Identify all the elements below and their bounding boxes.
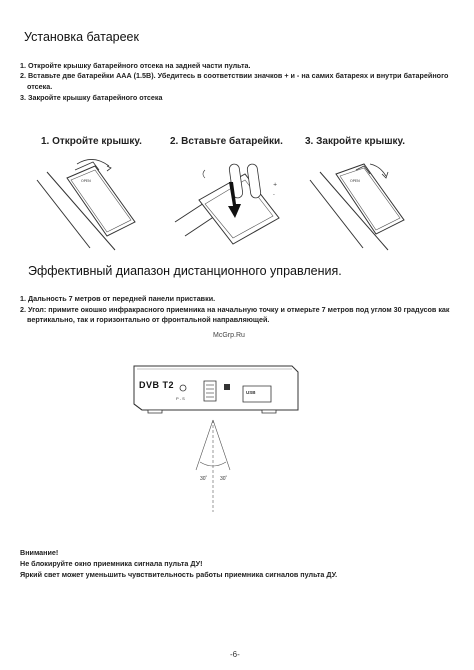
svg-text:+: + xyxy=(273,182,278,188)
instruction-line-3: 3. Закройте крышку батарейного отсека xyxy=(20,93,163,102)
instruction-line-2: 2. Вставьте две батарейки ААА (1.5В). Убедитесь в соответствии значков + и - на самих батареях и внутри батарейного xyxy=(20,71,449,80)
notice-line-2: Яркий свет может уменьшить чувствительность работы приемника сигналов пульта ДУ. xyxy=(20,570,338,579)
page-number: -6- xyxy=(230,650,240,659)
section-title-batteries: Установка батареек xyxy=(24,30,139,44)
step-2-label: 2. Вставьте батарейки. xyxy=(170,136,283,147)
range-line-1: 1. Дальность 7 метров от передней панели приставки. xyxy=(20,294,216,303)
range-line-2: 2. Угол: примите окошко инфракрасного приемника на начальную точку и отмерьте 7 метров под углом 30 градусов как xyxy=(20,305,450,314)
step-1-label: 1. Откройте крышку. xyxy=(41,136,142,147)
dvb-t2-logo: DVB T2 xyxy=(139,380,175,390)
step-3-label: 3. Закройте крышку. xyxy=(305,136,406,147)
svg-text:OPEN: OPEN xyxy=(81,179,91,183)
ps-label: P - S xyxy=(176,396,185,401)
range-line-2-cont: вертикально, так и горизонтально от фронтальной направляющей. xyxy=(27,315,270,324)
instruction-line-1: 1. Откройте крышку батарейного отсека на задней части пульта. xyxy=(20,61,251,70)
angle-left-label: 30˚ xyxy=(200,476,208,482)
angle-right-label: 30˚ xyxy=(220,476,228,482)
usb-label: USB xyxy=(246,390,256,395)
svg-text:-: - xyxy=(273,192,275,198)
instruction-line-2-cont: отсека. xyxy=(27,82,53,91)
section-title-range: Эффективный диапазон дистанционного управления. xyxy=(28,264,342,278)
watermark: McGrp.Ru xyxy=(213,332,245,339)
svg-text:OPEN: OPEN xyxy=(350,179,360,183)
notice-line-1: Не блокируйте окно приемника сигнала пульта ДУ! xyxy=(20,559,203,568)
notice-title: Внимание! xyxy=(20,548,59,557)
